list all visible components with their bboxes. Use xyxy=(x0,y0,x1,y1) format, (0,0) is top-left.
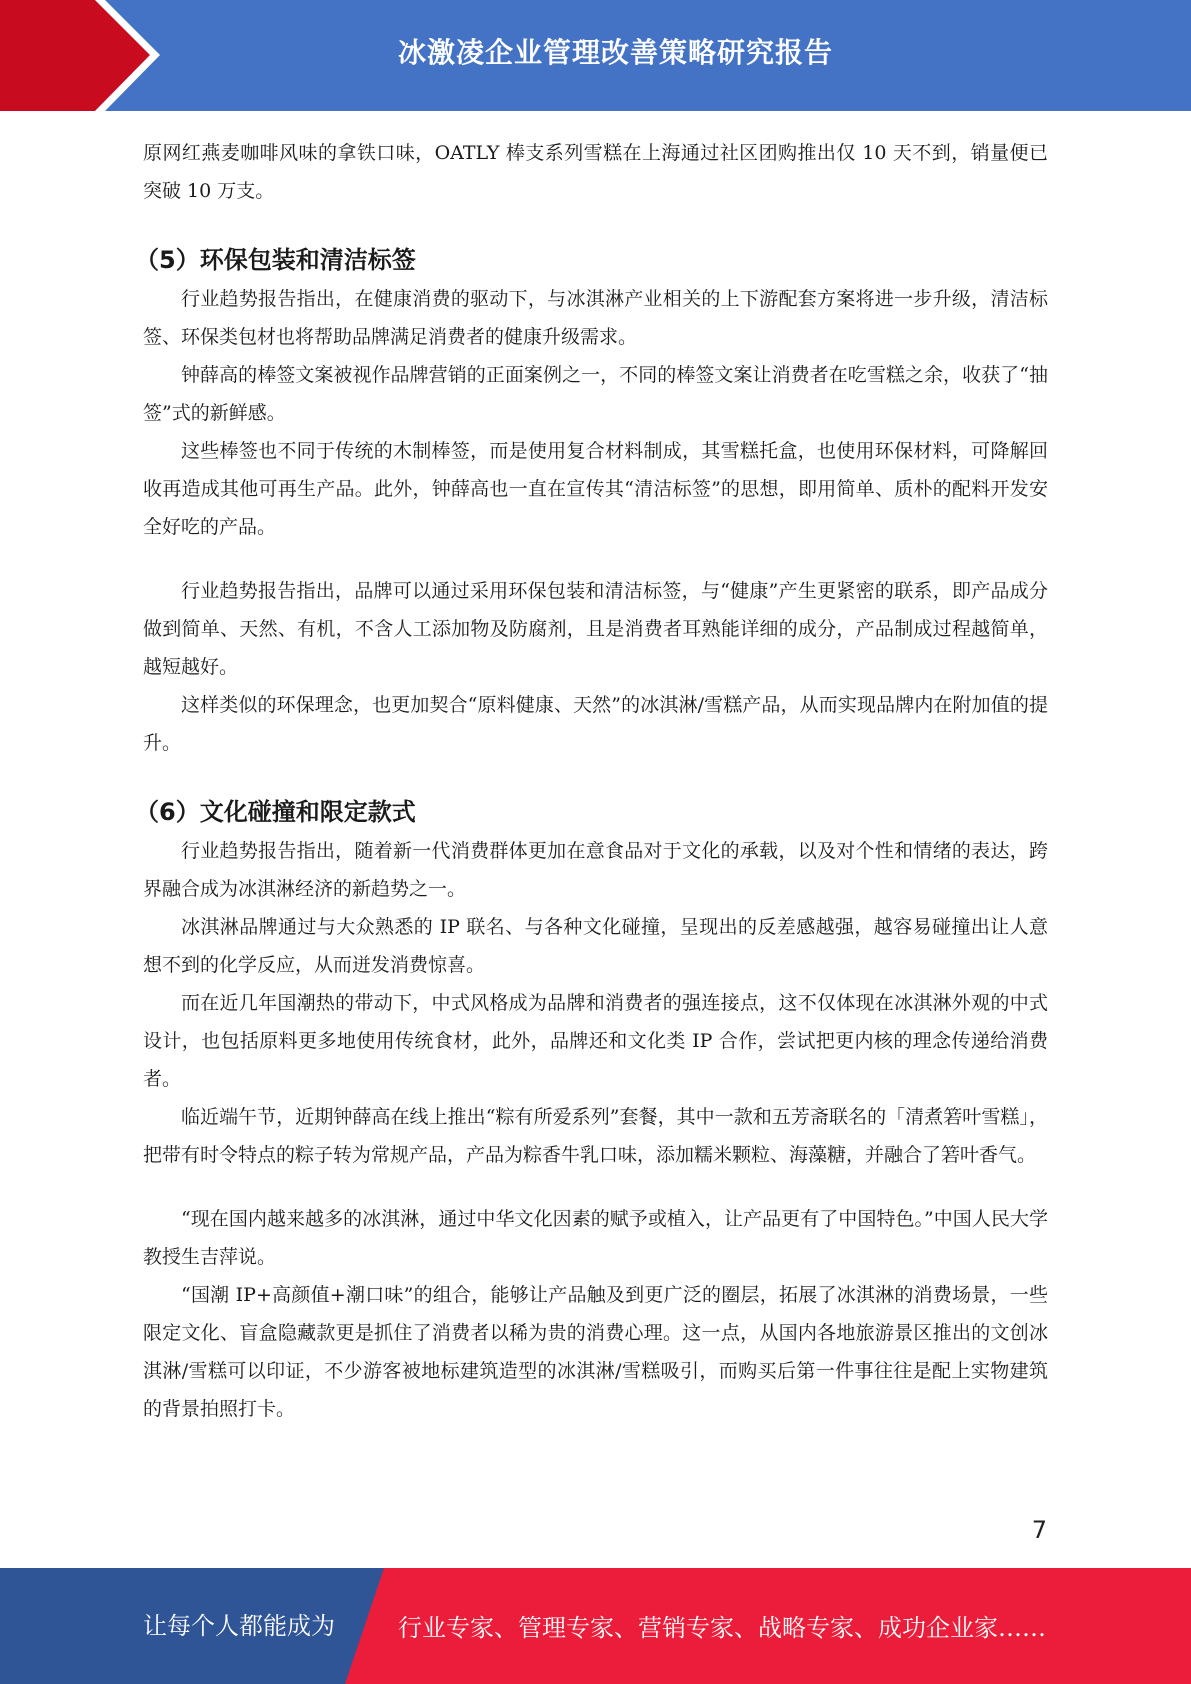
section-6-heading: （6）文化碰撞和限定款式 xyxy=(135,798,416,826)
section-5-paragraph-5: 这样类似的环保理念，也更加契合“原料健康、天然”的冰淇淋/雪糕产品，从而实现品牌内在附加值的提升。 xyxy=(143,694,1048,754)
section-5-paragraph-4: 行业趋势报告指出，品牌可以通过采用环保包装和清洁标签，与“健康”产生更紧密的联系，即产品成分做到简单、天然、有机，不含人工添加物及防腐剂，且是消费者耳熟能详细的成分，产品制成过程越简单，越短越好。 xyxy=(143,580,1048,678)
intro-paragraph: 原网红燕麦咖啡风味的拿铁口味，OATLY 棒支系列雪糕在上海通过社区团购推出仅 10 天不到，销量便已突破 10 万支。 xyxy=(143,142,1048,202)
header-title: 冰激凌企业管理改善策略研究报告 xyxy=(397,36,833,69)
page-header xyxy=(0,0,1191,111)
section-5-paragraph-3: 这些棒签也不同于传统的木制棒签，而是使用复合材料制成，其雪糕托盒，也使用环保材料，可降解回收再造成其他可再生产品。此外，钟薛高也一直在宣传其“清洁标签”的思想，即用简单、质朴的配料开发安全好吃的产品。 xyxy=(143,440,1048,538)
section-5-heading: （5）环保包装和清洁标签 xyxy=(135,246,416,274)
section-6-paragraph-2: 冰淇淋品牌通过与大众熟悉的 IP 联名、与各种文化碰撞，呈现出的反差感越强，越容易碰撞出让人意想不到的化学反应，从而迸发消费惊喜。 xyxy=(143,916,1048,976)
page-number: 7 xyxy=(1031,1516,1047,1544)
page-footer xyxy=(0,1568,1191,1684)
section-5-paragraph-2: 钟薛高的棒签文案被视作品牌营销的正面案例之一，不同的棒签文案让消费者在吃雪糕之余，收获了“抽签”式的新鲜感。 xyxy=(143,364,1048,424)
footer-slogan-right: 行业专家、管理专家、营销专家、战略专家、成功企业家…… xyxy=(398,1614,1046,1642)
section-6-paragraph-1: 行业趋势报告指出，随着新一代消费群体更加在意食品对于文化的承载，以及对个性和情绪的表达，跨界融合成为冰淇淋经济的新趋势之一。 xyxy=(143,840,1048,900)
section-6-quote-paragraph: “现在国内越来越多的冰淇淋，通过中华文化因素的赋予或植入，让产品更有了中国特色。”中国人民大学教授生吉萍说。 xyxy=(143,1208,1048,1268)
section-6-paragraph-4: 临近端午节，近期钟薛高在线上推出“粽有所爱系列”套餐，其中一款和五芳斋联名的「清煮箬叶雪糕」，把带有时令特点的粽子转为常规产品，产品为粽香牛乳口味，添加糯米颗粒、海藻糖，并融合了箬叶香气。 xyxy=(143,1106,1048,1166)
section-6-paragraph-3: 而在近几年国潮热的带动下，中式风格成为品牌和消费者的强连接点，这不仅体现在冰淇淋外观的中式设计，也包括原料更多地使用传统食材，此外，品牌还和文化类 IP 合作，尝试把更内核的理念传递给消费者。 xyxy=(143,992,1048,1090)
footer-slogan-left: 让每个人都能成为 xyxy=(143,1612,335,1640)
section-6-paragraph-6: “国潮 IP+高颜值+潮口味”的组合，能够让产品触及到更广泛的圈层，拓展了冰淇淋的消费场景，一些限定文化、盲盒隐藏款更是抓住了消费者以稀为贵的消费心理。这一点，从国内各地旅游景区推出的文创冰淇淋/雪糕可以印证，不少游客被地标建筑造型的冰淇淋/雪糕吸引，而购买后第一件事往往是配上实物建筑的背景拍照打卡。 xyxy=(143,1284,1048,1420)
section-5-paragraph-1: 行业趋势报告指出，在健康消费的驱动下，与冰淇淋产业相关的上下游配套方案将进一步升级，清洁标签、环保类包材也将帮助品牌满足消费者的健康升级需求。 xyxy=(143,288,1048,348)
document-body xyxy=(135,134,1048,1428)
